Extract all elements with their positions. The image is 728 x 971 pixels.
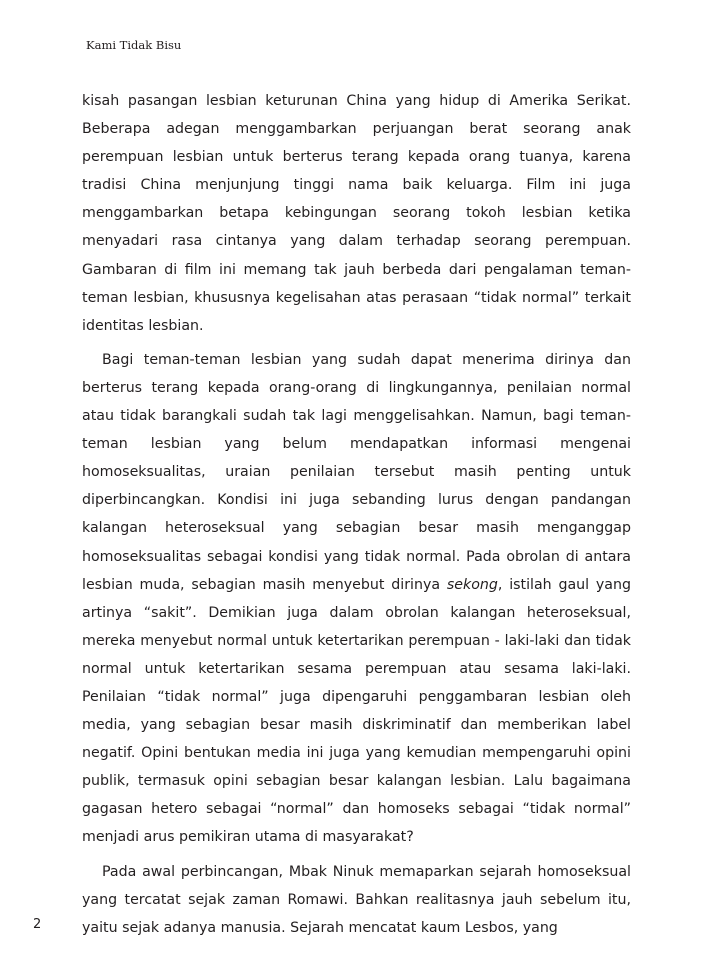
body-text <box>82 87 631 942</box>
paragraph-2-emphasis: sekong <box>446 576 498 593</box>
paragraph-2 <box>82 346 631 852</box>
paragraph-1: kisah pasangan lesbian keturunan China yang hidup di Amerika Serikat. Beberapa adegan menggambarkan perjuangan berat seorang anak perempuan lesbian untuk berterus terang kepada orang tuanya, karena tradisi China menjunjung tinggi nama baik keluarga. Film ini juga menggambarkan betapa kebingungan seorang tokoh lesbian ketika menyadari rasa cintanya yang dalam terhadap seorang perempuan. Gambaran di film ini memang tak jauh berbeda dari pengalaman teman-teman lesbian, khususnya kegelisahan atas perasaan “tidak normal” terkait identitas lesbian. <box>82 93 631 334</box>
paragraph-3: Pada awal perbincangan, Mbak Ninuk memaparkan sejarah homoseksual yang tercatat sejak zaman Romawi. Bahkan realitasnya jauh sebelum itu, yaitu sejak adanya manusia. Sejarah mencatat kaum Lesbos, yang <box>82 863 631 936</box>
running-head: Kami Tidak Bisu <box>86 38 182 52</box>
paragraph-2-part-1: Bagi teman-teman lesbian yang sudah dapat menerima dirinya dan berterus terang kepada orang-orang di lingkungannya, penilaian normal atau tidak barangkali sudah tak lagi menggelisahkan. Namun, bagi teman-teman lesbian yang belum mendapatkan informasi mengenai homoseksualitas, uraian penilaian tersebut masih penting untuk diperbincangkan. Kondisi ini juga sebanding lurus dengan pandangan kalangan heteroseksual yang sebagian besar masih menganggap homoseksualitas sebagai kondisi yang tidak normal. Pada obrolan di antara lesbian muda, sebagian masih menyebut dirinya <box>82 351 631 593</box>
paragraph-2-part-2: , istilah gaul yang artinya “sakit”. Demikian juga dalam obrolan kalangan heteroseksual, mereka menyebut normal untuk ketertarikan perempuan - laki-laki dan tidak normal untuk ketertarikan sesama perempuan atau sesama laki-laki. Penilaian “tidak normal” juga dipengaruhi penggambaran lesbian oleh media, yang sebagian besar masih diskriminatif dan memberikan label negatif. Opini bentukan media ini juga yang kemudian mempengaruhi opini publik, termasuk opini sebagian besar kalangan lesbian. Lalu bagaimana gagasan hetero sebagai “normal” dan homoseks sebagai “tidak normal” menjadi arus pemikiran utama di masyarakat? <box>82 576 631 846</box>
page-number: 2 <box>33 917 42 932</box>
